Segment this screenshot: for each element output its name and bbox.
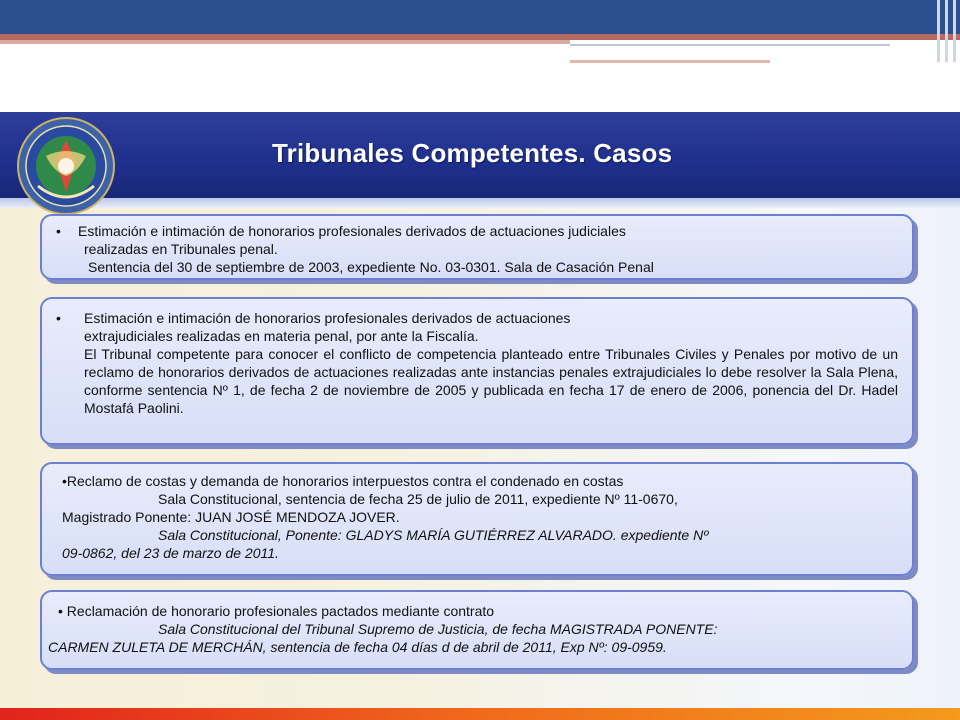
top-accent-stripe-light (0, 40, 570, 44)
case-box-3 (40, 462, 914, 576)
case-1-line-2: realizadas en Tribunales penal. (84, 241, 278, 257)
case-box-1 (40, 214, 914, 280)
bottom-decorative-bar (0, 708, 960, 720)
case-4-line-1: • Reclamación de honorario profesionales pactados mediante contrato (58, 603, 495, 619)
case-3-line-1: •Reclamo de costas y demanda de honorarios interpuestos contra el condenado en costas (62, 473, 624, 489)
case-3-line-3: Magistrado Ponente: JUAN JOSÉ MENDOZA JOVER. (62, 509, 400, 525)
bullet-dot: • (56, 223, 61, 239)
slide-title: Tribunales Competentes. Casos (272, 138, 673, 168)
top-decorative-band (0, 0, 960, 34)
case-2-line-1: Estimación e intimación de honorarios profesionales derivados de actuaciones (84, 310, 571, 326)
case-3-line-4: Sala Constitucional, Ponente: GLADYS MARÍA GUTIÉRREZ ALVARADO. expediente Nº (158, 527, 709, 543)
top-right-vertical-bars (930, 0, 960, 62)
slide-header-stripe (0, 198, 960, 208)
top-thin-line (570, 44, 890, 46)
case-3-line-5: 09-0862, del 23 de marzo de 2011. (62, 545, 279, 561)
case-1-heading (56, 222, 912, 240)
case-4-line-3: CARMEN ZULETA DE MERCHÁN, sentencia de fecha 04 días d de abril de 2011, Exp Nº: 09-0959. (48, 639, 667, 655)
case-1-line-3: Sentencia del 30 de septiembre de 2003, expediente No. 03-0301. Sala de Casación Penal (88, 259, 654, 275)
top-thin-line-2 (570, 60, 770, 63)
case-2-line-2: extrajudiciales realizadas en materia penal, por ante la Fiscalía. (84, 328, 479, 344)
case-box-4 (40, 590, 914, 670)
bullet-dot: • (56, 310, 61, 326)
case-1-line-1: Estimación e intimación de honorarios profesionales derivados de actuaciones judiciales (78, 223, 626, 239)
case-box-2 (40, 297, 914, 445)
case-2-body: El Tribunal competente para conocer el conflicto de competencia planteado entre Tribunales Civiles y Penales por motivo de un reclamo de honorarios derivados de actuaciones realizadas ante instancias penales extrajudiciales lo debe resolver la Sala Plena, conforme sentencia Nº 1, de fecha 2 de noviembre de 2005 y publicada en fecha 17 de enero de 2006, ponencia del Dr. Hadel Mostafá Paolini. (84, 346, 898, 416)
case-2-heading (56, 309, 898, 327)
seal-emblem-icon (16, 116, 116, 216)
case-4-line-2: Sala Constitucional del Tribunal Supremo de Justicia, de fecha MAGISTRADA PONENTE: (158, 621, 718, 637)
case-3-line-2: Sala Constitucional, sentencia de fecha 25 de julio de 2011, expediente Nº 11-0670, (158, 491, 678, 507)
